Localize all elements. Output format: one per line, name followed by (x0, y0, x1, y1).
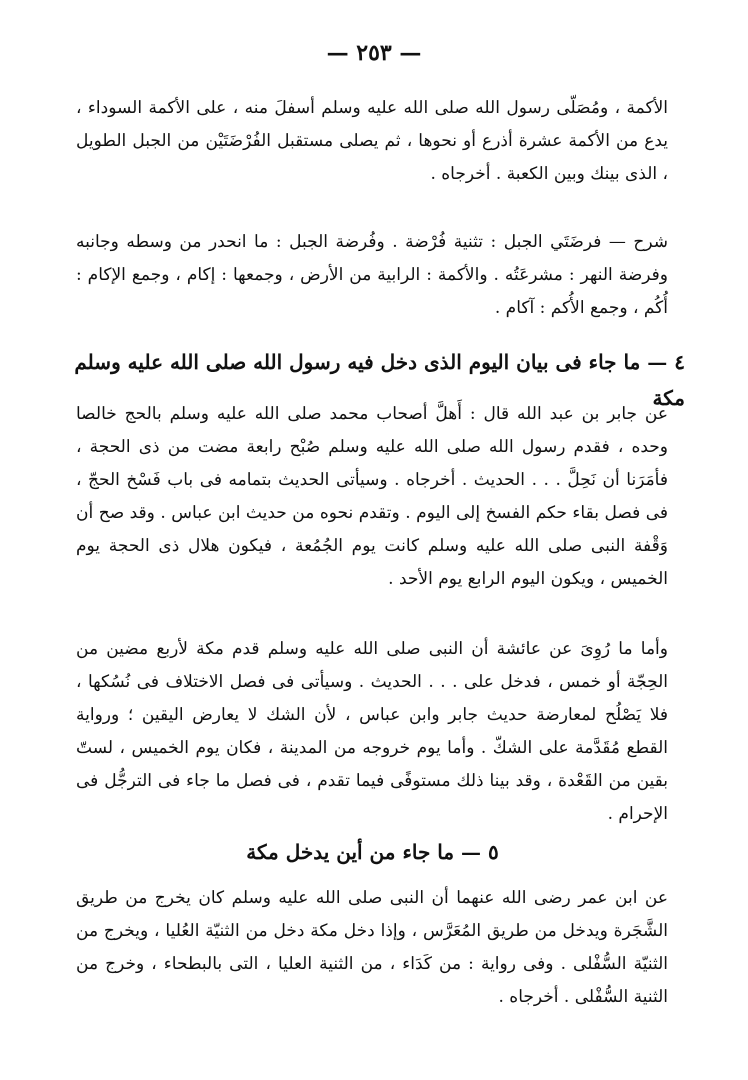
commentary-paragraph (76, 226, 668, 325)
paragraph-text: شرح — فرضَتَي الجبل : تثنية فُرْضة . وفُرضة الجبل : ما انحدر من وسطه وجانبه وفرضة النهر : مشرعَتُه . والأكمة : الرابية من الأرض ، وجمعها : إكام ، وجمع الإكام : أُكُم ، وجمع الأُكم : آكام . (76, 232, 668, 318)
page-number: — ٢٥٣ — (326, 40, 422, 66)
discussion-paragraph (76, 633, 668, 831)
hadith-paragraph (76, 92, 668, 191)
paragraph-text: عن ابن عمر رضى الله عنهما أن النبى صلى الله عليه وسلم كان يخرج من طريق الشَّجَرة ويدخل من طريق المُعَرَّس ، وإذا دخل مكة دخل من الثنيّة العُليا ، ويخرج من الثنيّة السُّفْلى . وفى رواية : من كَدَاء ، من الثنية العليا ، التى بالبطحاء ، وخرج من الثنية السُّفْلى . أخرجاه . (76, 888, 668, 1007)
hadith-paragraph (76, 882, 668, 1014)
hadith-paragraph (76, 398, 668, 596)
section-heading: ٤ — ما جاء فى بيان اليوم الذى دخل فيه رسول الله صلى الله عليه وسلم مكة (74, 350, 685, 410)
section-heading: ٥ — ما جاء من أين يدخل مكة (246, 840, 499, 864)
paragraph-text: عن جابر بن عبد الله قال : أَهلَّ أصحاب محمد صلى الله عليه وسلم بالحج خالصا وحده ، فقدم رسول الله صلى الله عليه وسلم صُبْح رابعة مضت من ذى الحجة ، فأمَرَنا أن نَحِلَّ . . . الحديث . أخرجاه . وسيأتى الحديث بتمامه فى باب فَسْخ الحجّ ، فى فصل بقاء حكم الفسخ إلى اليوم . وتقدم نحوه من حديث ابن عباس . وقد صح أن وَقْفة النبى صلى الله عليه وسلم كانت يوم الجُمُعة ، فيكون هلال ذى الحجة يوم الخميس ، ويكون اليوم الرابع يوم الأحد . (76, 404, 668, 589)
paragraph-text: الأكمة ، ومُصَلّى رسول الله صلى الله عليه وسلم أسفلَ منه ، على الأكمة السوداء ، يدع من الأكمة عشرة أذرع أو نحوها ، ثم يصلى مستقبل الفُرْضَتَيْن من الجبل الطويل ، الذى بينك وبين الكعبة . أخرجاه . (76, 98, 668, 184)
paragraph-text: وأما ما رُوِىَ عن عائشة أن النبى صلى الله عليه وسلم قدم مكة لأربع مضين من الحِجّة أو خمس ، فدخل على . . . الحديث . وسيأتى فى فصل الاختلاف فى نُسُكها ، فلا يَصْلُح لمعارضة حديث جابر وابن عباس ، لأن الشك لا يعارض اليقين ؛ ورواية القطع مُقَدَّمة على الشكّ . وأما يوم خروجه من المدينة ، فكان يوم الخميس ، لستّ بقين من القَعْدة ، وقد بينا ذلك مستوفًى فيما تقدم ، فى فصل ما جاء فى الترجُّل فى الإحرام . (76, 639, 668, 824)
